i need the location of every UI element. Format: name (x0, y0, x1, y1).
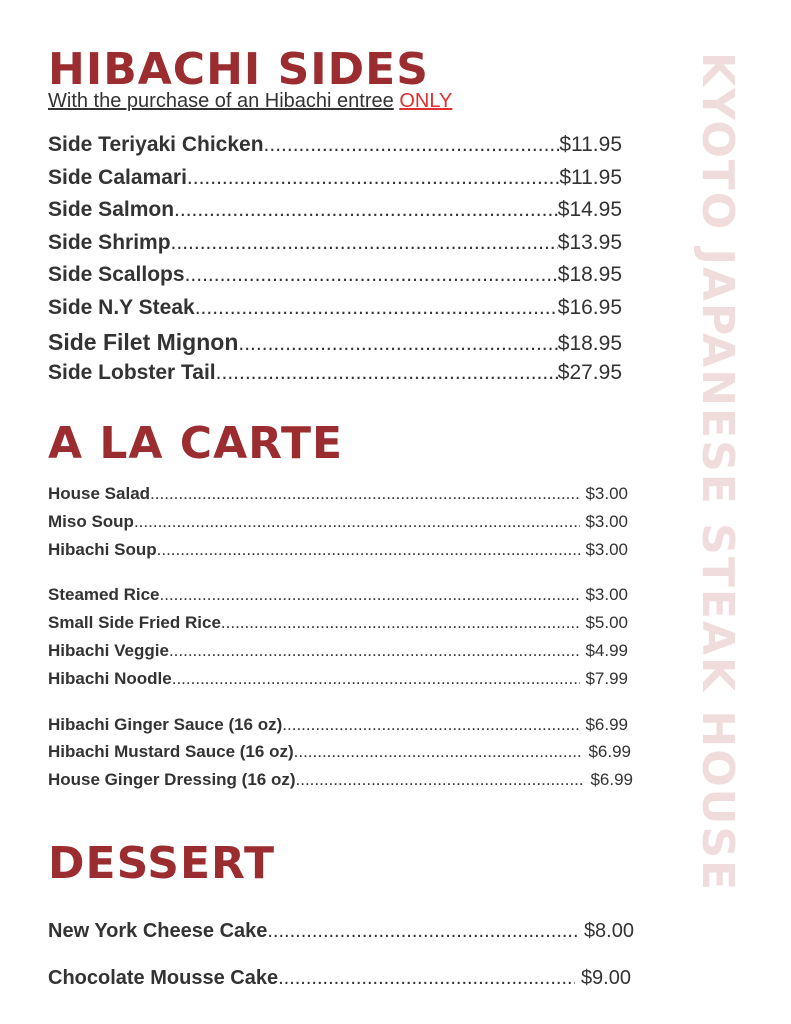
item-name: Hibachi Mustard Sauce (16 oz) (48, 742, 294, 761)
dot-leader (296, 770, 586, 790)
menu-item (48, 512, 628, 532)
dot-leader (195, 296, 558, 320)
dot-leader (150, 484, 580, 504)
item-name: Miso Soup (48, 512, 134, 531)
item-price: $11.95 (559, 166, 622, 189)
dot-leader (171, 231, 558, 255)
item-name: Side Calamari (48, 166, 187, 189)
dot-leader (172, 669, 581, 689)
item-price: $6.99 (590, 770, 633, 789)
item-price: $13.95 (557, 231, 622, 254)
menu-item (48, 669, 628, 689)
item-name: House Ginger Dressing (16 oz) (48, 770, 296, 789)
menu-item (48, 361, 622, 385)
item-price: $3.00 (585, 512, 628, 531)
menu-item (48, 296, 622, 320)
subtitle-only-label: ONLY (399, 90, 453, 112)
item-price: $3.00 (585, 585, 628, 604)
dot-leader (160, 585, 581, 605)
item-price: $3.00 (585, 540, 628, 559)
dessert-title: DESSERT (48, 838, 275, 889)
dot-leader (174, 198, 558, 222)
item-name: Hibachi Noodle (48, 669, 172, 688)
dot-leader (157, 540, 581, 560)
item-price: $27.95 (557, 361, 622, 384)
menu-item (48, 329, 622, 356)
hibachi-sides-subtitle (48, 90, 452, 113)
item-name: Small Side Fried Rice (48, 613, 221, 632)
menu-item (48, 770, 633, 790)
dot-leader (216, 361, 558, 385)
dot-leader (134, 512, 581, 532)
dot-leader (282, 715, 580, 735)
menu-item (48, 198, 622, 222)
brand-vertical-title: KYOTO JAPANESE STEAK HOUSE (692, 52, 743, 893)
menu-item (48, 133, 622, 157)
dot-leader (187, 166, 559, 190)
menu-item (48, 585, 628, 605)
item-name: Chocolate Mousse Cake (48, 967, 279, 989)
menu-item (48, 231, 622, 255)
menu-item (48, 540, 628, 560)
menu-item (48, 742, 631, 762)
menu-item (48, 613, 628, 633)
item-price: $16.95 (557, 296, 622, 319)
menu-item (48, 263, 622, 287)
dot-leader (169, 641, 581, 661)
dot-leader (294, 742, 584, 762)
dot-leader (185, 263, 558, 287)
dot-leader (264, 133, 560, 157)
dot-leader (278, 967, 575, 990)
a-la-carte-title: A LA CARTE (48, 418, 344, 469)
menu-item (48, 641, 628, 661)
item-price: $6.99 (585, 715, 628, 734)
hibachi-sides-title: HIBACHI SIDES (48, 44, 429, 95)
item-name: Side Scallops (48, 263, 185, 286)
item-price: $9.00 (580, 967, 631, 989)
item-name: Side Teriyaki Chicken (48, 133, 264, 156)
item-price: $18.95 (557, 332, 622, 355)
menu-item (48, 166, 622, 190)
subtitle-text: With the purchase of an Hibachi entree (48, 90, 394, 112)
menu-item (48, 715, 628, 735)
item-name: Side Shrimp (48, 231, 171, 254)
item-name: Side N.Y Steak (48, 296, 195, 319)
dot-leader (221, 613, 581, 633)
item-name: Hibachi Ginger Sauce (16 oz) (48, 715, 283, 734)
item-name: Steamed Rice (48, 585, 160, 604)
dot-leader (267, 920, 578, 943)
dot-leader (238, 332, 557, 356)
item-name: Side Lobster Tail (48, 361, 216, 384)
menu-item (48, 967, 631, 990)
item-price: $5.00 (585, 613, 628, 632)
item-price: $4.99 (585, 641, 628, 660)
item-name: House Salad (48, 484, 151, 503)
item-price: $7.99 (585, 669, 628, 688)
item-price: $14.95 (557, 198, 622, 221)
item-name: Hibachi Soup (48, 540, 157, 559)
item-price: $11.95 (559, 133, 622, 156)
item-name: Hibachi Veggie (48, 641, 169, 660)
item-price: $3.00 (585, 484, 628, 503)
menu-item (48, 920, 634, 943)
item-price: $8.00 (583, 920, 634, 942)
item-price: $6.99 (588, 742, 631, 761)
item-name: Side Salmon (48, 198, 175, 221)
item-price: $18.95 (557, 263, 622, 286)
item-name: Side Filet Mignon (48, 329, 239, 355)
menu-item (48, 484, 628, 504)
item-name: New York Cheese Cake (48, 920, 268, 942)
